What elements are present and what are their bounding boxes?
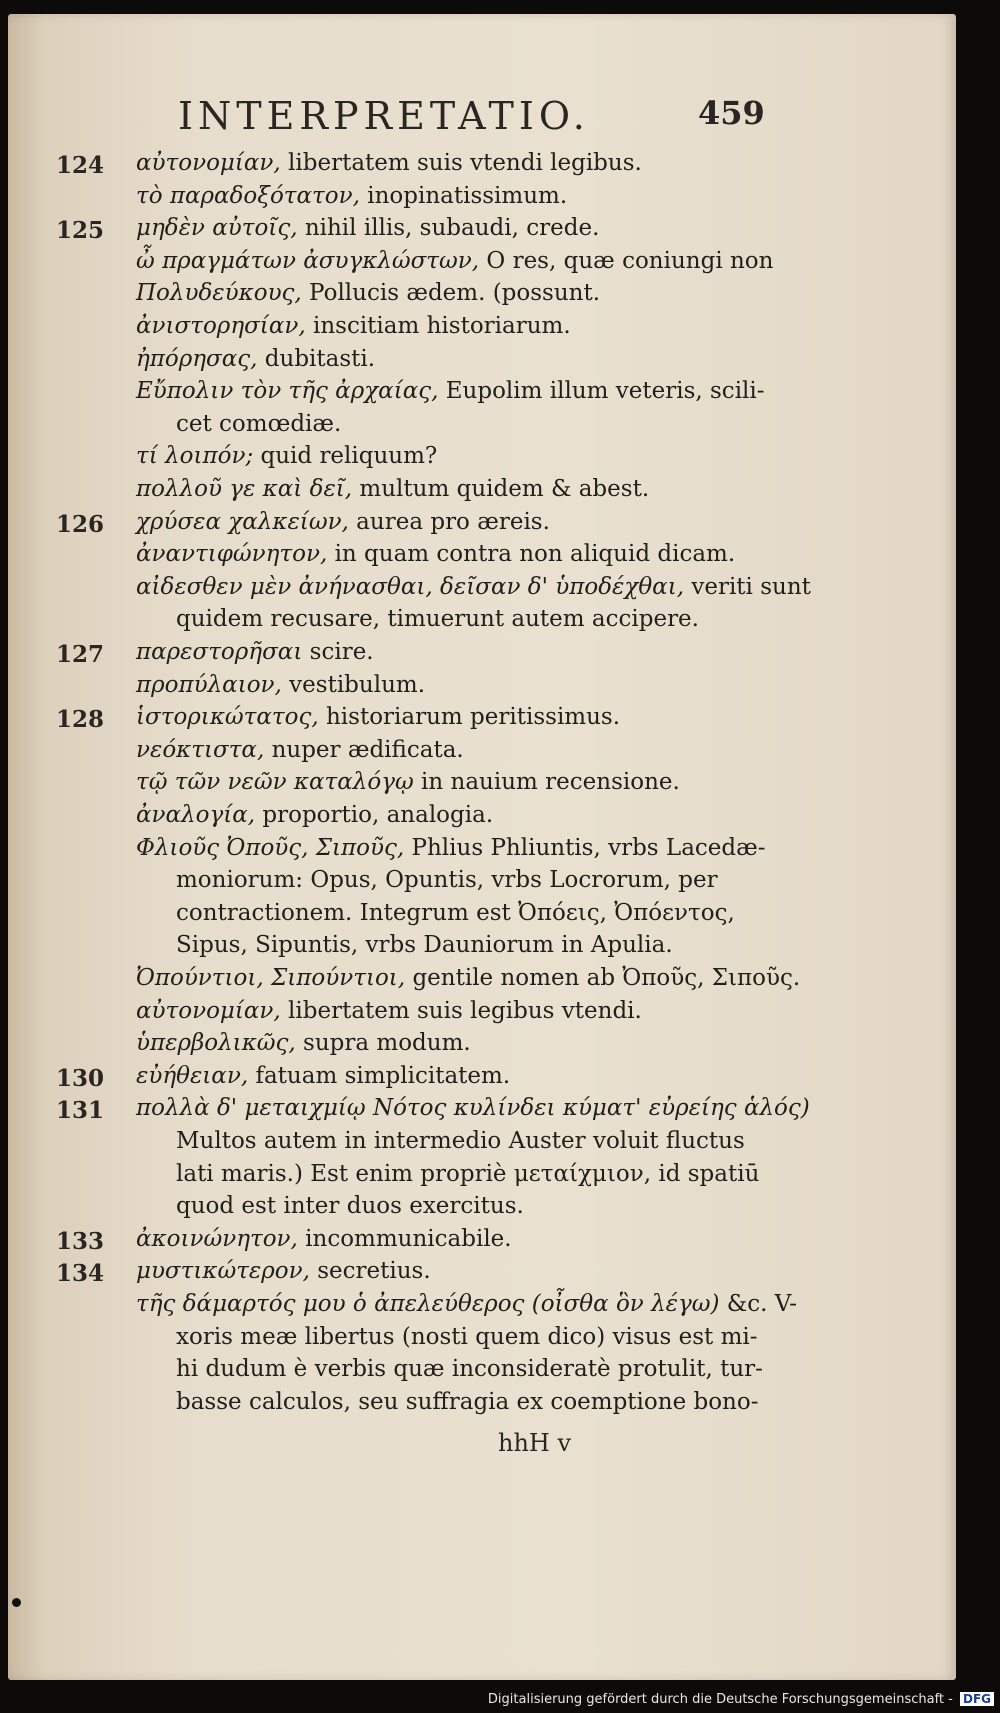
glossary-line (8, 769, 956, 803)
latin-gloss: Sipus, Sipuntis, vrbs Dauniorum in Apulia. (176, 932, 673, 959)
latin-gloss: secretius. (309, 1258, 431, 1285)
glossary-line (8, 378, 956, 412)
greek-term: τῆς δάμαρτός μου ὁ ἀπελεύθερος (οἶσθα ὃν λέγω) (136, 1291, 720, 1317)
greek-term: ἀνιστορησίαν, (136, 313, 306, 339)
latin-gloss: vestibulum. (281, 671, 426, 698)
line-text (176, 932, 673, 958)
glossary-line (8, 1128, 956, 1162)
latin-gloss: Multos autem in intermedio Auster voluit fluctus (176, 1128, 745, 1154)
latin-gloss: Pollucis ædem. (possunt. (301, 280, 601, 307)
line-text (176, 867, 718, 893)
greek-term: παρεστορῆσαι (136, 639, 303, 665)
greek-term: τῷ τῶν νεῶν καταλόγῳ (136, 769, 414, 796)
greek-term: ἀναλογία, (136, 802, 256, 828)
greek-term: νεόκτιστα, (136, 736, 265, 763)
greek-term: πολλὰ δ' μεταιχμίῳ Νότος κυλίνδει κύματ' εὐρείης ἁλός) (136, 1095, 810, 1122)
glossary-line (8, 867, 956, 901)
line-text (136, 378, 765, 404)
latin-gloss: moniorum: Opus, Opuntis, vrbs Locrorum, per (176, 867, 718, 894)
greek-term: Πολυδεύκους, (136, 280, 302, 307)
signature-mark: hhH v (498, 1429, 572, 1457)
latin-gloss: O res, quæ coniungi non (479, 247, 774, 274)
line-text (136, 1030, 471, 1056)
latin-gloss: historiarum peritissimus. (318, 704, 621, 731)
line-number: 128 (56, 706, 105, 734)
latin-gloss: veriti sunt (684, 573, 811, 600)
line-text (136, 1291, 797, 1317)
glossary-line (8, 1291, 956, 1325)
glossary-line (8, 737, 956, 771)
line-text (136, 476, 649, 502)
book-page (8, 14, 956, 1680)
glossary-line (8, 1095, 956, 1129)
line-text (136, 965, 800, 991)
glossary-line (8, 443, 956, 477)
latin-gloss: quod est inter duos exercitus. (176, 1193, 524, 1220)
line-text (136, 313, 571, 339)
page-header (178, 86, 956, 142)
greek-term: μηδὲν αὐτοῖς, (136, 215, 298, 242)
latin-gloss: nuper ædificata. (264, 736, 464, 763)
latin-gloss: xoris meæ libertus (nosti quem dico) visus est mi- (176, 1323, 758, 1350)
glossary-line (8, 1030, 956, 1064)
glossary-line (8, 900, 956, 934)
dfg-logo: DFG (960, 1692, 994, 1706)
greek-term: αὐτονομίαν, (136, 997, 281, 1024)
line-text (136, 183, 567, 209)
line-text (136, 769, 680, 795)
latin-gloss: in nauium recensione. (413, 769, 680, 796)
line-text (136, 737, 464, 763)
line-text (136, 672, 425, 698)
greek-term: ἱστορικώτατος, (136, 704, 319, 731)
line-text (136, 1258, 431, 1284)
greek-term: ἠπόρησας, (136, 345, 258, 372)
greek-term: Φλιοῦς Ὀποῦς, Σιποῦς, (136, 834, 405, 861)
latin-gloss: libertatem suis legibus vtendi. (280, 997, 642, 1024)
latin-gloss: gentile nomen ab Ὀποῦς, Σιποῦς. (405, 965, 801, 991)
greek-term: τὸ παραδοξότατον, (136, 182, 360, 209)
greek-term: προπύλαιον, (136, 671, 282, 698)
line-number: 127 (56, 641, 105, 668)
latin-gloss: cet comœdiæ. (176, 410, 342, 437)
glossary-line (8, 639, 956, 673)
glossary-line (8, 411, 956, 445)
glossary-line (8, 280, 956, 314)
line-number: 134 (56, 1260, 105, 1288)
line-text (176, 606, 699, 632)
greek-term: τί λοιπόν; (136, 443, 254, 470)
latin-gloss: quid reliquum? (253, 443, 438, 470)
line-text (136, 574, 811, 600)
greek-term: ὑπερβολικῶς, (136, 1030, 296, 1057)
latin-gloss: contractionem. Integrum est Ὀπόεις, Ὀπόεντος, (176, 899, 735, 926)
greek-term: εὐήθειαν, (136, 1062, 249, 1089)
line-text (176, 1161, 759, 1187)
glossary-line (8, 574, 956, 608)
latin-gloss: multum quidem & abest. (352, 476, 650, 502)
latin-gloss: quidem recusare, timuerunt autem accipere. (176, 606, 699, 633)
latin-gloss: libertatem suis vtendi legibus. (280, 150, 642, 176)
glossary-line (8, 1324, 956, 1358)
greek-term: πολλοῦ γε καὶ δεῖ, (136, 476, 353, 502)
line-text (136, 509, 550, 535)
glossary-line (8, 932, 956, 966)
line-text (136, 1095, 810, 1121)
latin-gloss: aurea pro æreis. (348, 508, 550, 535)
footer-text: Digitalisierung gefördert durch die Deutsche Forschungsgemeinschaft - (487, 1692, 953, 1707)
line-number: 133 (56, 1227, 105, 1255)
greek-term: χρύσεα χαλκείων, (136, 508, 349, 535)
margin-dot (12, 1598, 21, 1607)
greek-term: αὐτονομίαν, (136, 150, 281, 176)
glossary-line (8, 1161, 956, 1195)
line-number: 124 (56, 152, 105, 179)
greek-term: μυστικώτερον, (136, 1258, 310, 1285)
running-head: INTERPRETATIO. (178, 94, 590, 138)
line-text (176, 1389, 759, 1415)
latin-gloss: Eupolim illum veteris, scili- (438, 378, 765, 405)
glossary-line (8, 1193, 956, 1227)
line-text (136, 1226, 512, 1252)
latin-gloss: fatuam simplicitatem. (248, 1062, 511, 1089)
line-number: 126 (56, 510, 105, 538)
greek-term: ἀκοινώνητον, (136, 1225, 298, 1252)
greek-term: Ὀπούντιοι, Σιπούντιοι, (136, 965, 406, 991)
glossary-line (8, 509, 956, 543)
greek-term: ἀναντιφώνητον, (136, 541, 328, 568)
line-text (136, 150, 642, 176)
glossary-line (8, 476, 956, 510)
greek-term: ὦ πραγμάτων ἀσυγκλώστων, (136, 247, 480, 274)
latin-gloss: hi dudum è verbis quæ inconsideratè protulit, tur- (176, 1356, 763, 1383)
digitization-footer (488, 1692, 994, 1707)
glossary-line (8, 704, 956, 738)
glossary-line (8, 802, 956, 836)
line-text (136, 704, 620, 730)
glossary-line (8, 1063, 956, 1097)
line-text (136, 639, 374, 665)
latin-gloss: dubitasti. (257, 345, 376, 372)
line-text (176, 411, 341, 437)
latin-gloss: Phlius Phliuntis, vrbs Lacedæ- (404, 834, 766, 861)
glossary-line (8, 215, 956, 249)
line-text (136, 346, 375, 372)
latin-gloss: proportio, analogia. (255, 802, 494, 828)
glossary-line (8, 346, 956, 380)
glossary-line (8, 1356, 956, 1390)
glossary-line (8, 313, 956, 347)
latin-gloss: scire. (302, 639, 374, 665)
line-text (136, 215, 599, 241)
line-text (136, 802, 493, 828)
line-text (136, 280, 600, 306)
line-text (176, 1324, 758, 1350)
latin-gloss: inscitiam historiarum. (305, 313, 571, 339)
glossary-line (8, 965, 956, 999)
line-text (136, 443, 437, 469)
page-number: 459 (698, 94, 765, 132)
line-number: 125 (56, 217, 105, 245)
latin-gloss: basse calculos, seu suffragia ex coemptione bono- (176, 1388, 759, 1415)
line-text (176, 900, 735, 926)
line-number: 131 (56, 1097, 105, 1125)
line-text (176, 1128, 745, 1154)
line-text (176, 1193, 524, 1219)
latin-gloss: in quam contra non aliquid dicam. (327, 541, 736, 568)
latin-gloss: incommunicabile. (297, 1225, 512, 1252)
latin-gloss: supra modum. (295, 1030, 471, 1057)
line-number: 130 (56, 1064, 105, 1092)
greek-term: Εὔπολιν τὸν τῆς ἀρχαίας, (136, 378, 439, 405)
glossary-line (8, 541, 956, 575)
glossary-line (8, 1226, 956, 1260)
glossary-line (8, 606, 956, 640)
glossary-line (8, 998, 956, 1032)
glossary-line (8, 835, 956, 869)
line-text (136, 541, 735, 567)
latin-gloss: lati maris.) Est enim propriè μεταίχμιον, id spatiū (176, 1160, 760, 1187)
latin-gloss: nihil illis, subaudi, crede. (297, 215, 600, 242)
line-text (136, 998, 642, 1024)
glossary-line (8, 183, 956, 217)
latin-gloss: inopinatissimum. (359, 182, 568, 209)
line-text (176, 1356, 763, 1382)
glossary-line (8, 248, 956, 282)
line-text (136, 248, 773, 274)
greek-term: αἰδεσθεν μὲν ἀνήνασθαι, δεῖσαν δ' ὑποδέχθαι, (136, 573, 685, 600)
line-text (136, 1063, 510, 1089)
latin-gloss: &c. V- (719, 1291, 798, 1317)
line-text (136, 835, 766, 861)
glossary-line (8, 150, 956, 184)
glossary-line (8, 1258, 956, 1292)
glossary-line (8, 672, 956, 706)
glossary-line (8, 1389, 956, 1423)
